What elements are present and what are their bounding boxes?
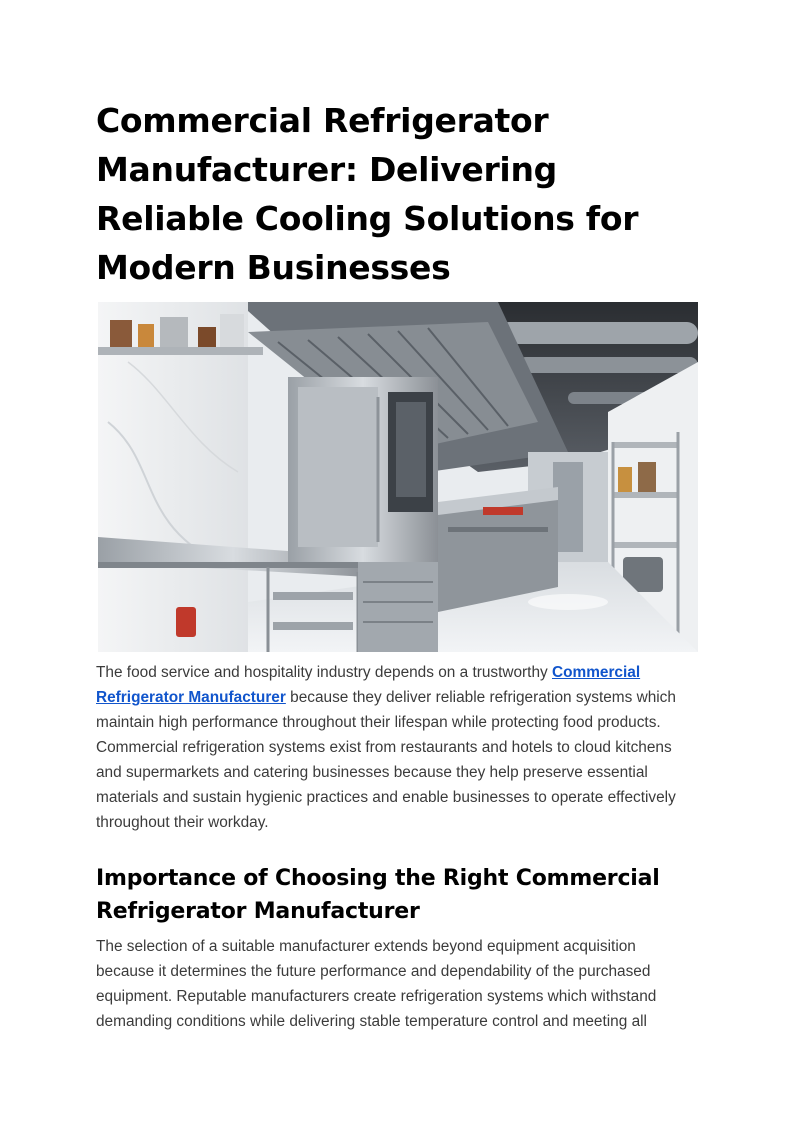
intro-text-after-link: because they deliver reliable refrigeration systems which maintain high performance throughout their lifespan while protecting food products. Commercial refrigeration systems exist from restaurants and hotels to cloud kitchens and supermarkets and catering businesses because they help preserve essential materials and sustain hygienic practices and enable businesses to operate effectively throughout their workday. [96,689,676,831]
commercial-kitchen-photo [98,302,698,652]
commercial-refrigerator-manufacturer-link[interactable]: Commercial Refrigerator Manufacturer [96,664,641,706]
section-paragraph: The selection of a suitable manufacturer extends beyond equipment acquisition because it determines the future performance and dependability of the purchased equipment. Reputable manufacturers create refrigeration systems which withstand demanding conditions while delivering stable temperature control and meeting all [96,938,657,1030]
intro-text-before-link: The food service and hospitality industry depends on a trustworthy [96,664,552,681]
article-title: Commercial Refrigerator Manufacturer: Delivering Reliable Cooling Solutions for Modern Businesses [96,101,639,287]
section-heading: Importance of Choosing the Right Commercial Refrigerator Manufacturer [96,866,660,924]
document-page [96,96,698,1034]
intro-paragraph [96,660,698,835]
